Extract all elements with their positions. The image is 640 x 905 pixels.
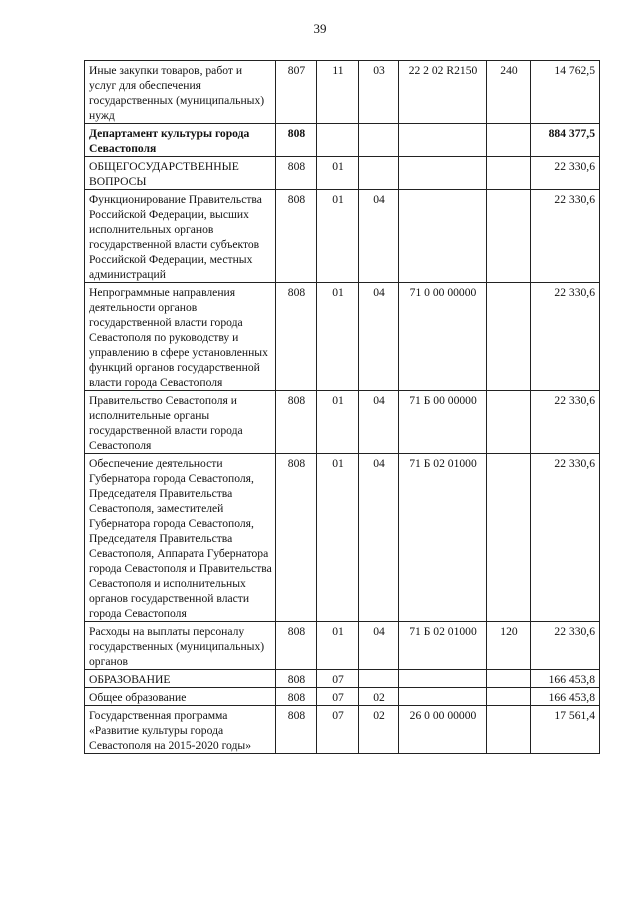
cell-name: Правительство Севастополя и исполнительные органы государственной власти города Севастополя	[85, 391, 276, 454]
cell-target-article	[399, 124, 487, 157]
cell-ministry-code: 808	[276, 706, 317, 754]
cell-name: Непрограммные направления деятельности органов государственной власти города Севастополя по руководству и управлению в сфере установленных функций органов государственной власти города Севастополя	[85, 283, 276, 391]
cell-amount: 22 330,6	[531, 157, 600, 190]
cell-section-code: 01	[317, 190, 359, 283]
cell-ministry-code: 808	[276, 283, 317, 391]
cell-expense-type	[487, 190, 531, 283]
cell-section-code: 07	[317, 670, 359, 688]
cell-name: Обеспечение деятельности Губернатора города Севастополя, Председателя Правительства Севастополя, заместителей Губернатора города Севастополя, Председателя Правительства Севастополя, Аппарата Губернатора города Севастополя и Правительства Севастополя и исполнительных органов государственной власти города Севастополя	[85, 454, 276, 622]
cell-ministry-code: 808	[276, 688, 317, 706]
cell-name: Иные закупки товаров, работ и услуг для обеспечения государственных (муниципальных) нужд	[85, 61, 276, 124]
cell-ministry-code: 808	[276, 190, 317, 283]
cell-target-article: 71 Б 00 00000	[399, 391, 487, 454]
cell-section-code: 01	[317, 157, 359, 190]
cell-amount: 14 762,5	[531, 61, 600, 124]
cell-name: Государственная программа «Развитие культуры города Севастополя на 2015-2020 годы»	[85, 706, 276, 754]
cell-subsection-code: 02	[359, 706, 399, 754]
table-row	[85, 706, 600, 754]
cell-subsection-code	[359, 157, 399, 190]
cell-amount: 22 330,6	[531, 391, 600, 454]
table-row	[85, 283, 600, 391]
cell-expense-type	[487, 124, 531, 157]
cell-subsection-code: 03	[359, 61, 399, 124]
cell-section-code: 07	[317, 706, 359, 754]
cell-expense-type: 240	[487, 61, 531, 124]
cell-target-article: 71 Б 02 01000	[399, 454, 487, 622]
table-row	[85, 124, 600, 157]
cell-section-code	[317, 124, 359, 157]
cell-section-code: 07	[317, 688, 359, 706]
cell-amount: 22 330,6	[531, 622, 600, 670]
budget-table	[84, 60, 600, 754]
page-number: 39	[313, 21, 327, 36]
cell-target-article	[399, 670, 487, 688]
cell-amount: 166 453,8	[531, 670, 600, 688]
cell-expense-type	[487, 688, 531, 706]
cell-ministry-code: 808	[276, 454, 317, 622]
cell-target-article	[399, 157, 487, 190]
table-row	[85, 688, 600, 706]
cell-name: ОБЩЕГОСУДАРСТВЕННЫЕ ВОПРОСЫ	[85, 157, 276, 190]
cell-subsection-code: 04	[359, 283, 399, 391]
cell-expense-type	[487, 283, 531, 391]
cell-amount: 17 561,4	[531, 706, 600, 754]
table-row	[85, 190, 600, 283]
cell-expense-type	[487, 157, 531, 190]
cell-subsection-code	[359, 124, 399, 157]
cell-name: Расходы на выплаты персоналу государственных (муниципальных) органов	[85, 622, 276, 670]
cell-amount: 884 377,5	[531, 124, 600, 157]
cell-expense-type	[487, 454, 531, 622]
cell-name: Департамент культуры города Севастополя	[85, 124, 276, 157]
cell-section-code: 01	[317, 454, 359, 622]
cell-target-article	[399, 688, 487, 706]
cell-section-code: 01	[317, 283, 359, 391]
cell-amount: 166 453,8	[531, 688, 600, 706]
cell-subsection-code: 04	[359, 454, 399, 622]
cell-name: Функционирование Правительства Российской Федерации, высших исполнительных органов государственной власти субъектов Российской Федерации, местных администраций	[85, 190, 276, 283]
cell-ministry-code: 807	[276, 61, 317, 124]
cell-ministry-code: 808	[276, 157, 317, 190]
cell-amount: 22 330,6	[531, 190, 600, 283]
cell-ministry-code: 808	[276, 670, 317, 688]
cell-expense-type	[487, 670, 531, 688]
budget-table-body	[85, 61, 600, 754]
cell-target-article: 22 2 02 R2150	[399, 61, 487, 124]
cell-amount: 22 330,6	[531, 454, 600, 622]
cell-expense-type	[487, 391, 531, 454]
table-row	[85, 670, 600, 688]
cell-target-article: 71 Б 02 01000	[399, 622, 487, 670]
table-row	[85, 157, 600, 190]
cell-name: ОБРАЗОВАНИЕ	[85, 670, 276, 688]
cell-subsection-code	[359, 670, 399, 688]
cell-amount: 22 330,6	[531, 283, 600, 391]
table-row	[85, 391, 600, 454]
table-row	[85, 622, 600, 670]
cell-ministry-code: 808	[276, 391, 317, 454]
cell-section-code: 01	[317, 622, 359, 670]
table-row	[85, 454, 600, 622]
cell-target-article: 71 0 00 00000	[399, 283, 487, 391]
cell-section-code: 01	[317, 391, 359, 454]
cell-subsection-code: 04	[359, 391, 399, 454]
cell-target-article: 26 0 00 00000	[399, 706, 487, 754]
cell-subsection-code: 04	[359, 190, 399, 283]
cell-subsection-code: 02	[359, 688, 399, 706]
cell-section-code: 11	[317, 61, 359, 124]
cell-expense-type	[487, 706, 531, 754]
cell-expense-type: 120	[487, 622, 531, 670]
cell-ministry-code: 808	[276, 124, 317, 157]
cell-target-article	[399, 190, 487, 283]
cell-ministry-code: 808	[276, 622, 317, 670]
table-row	[85, 61, 600, 124]
cell-name: Общее образование	[85, 688, 276, 706]
cell-subsection-code: 04	[359, 622, 399, 670]
